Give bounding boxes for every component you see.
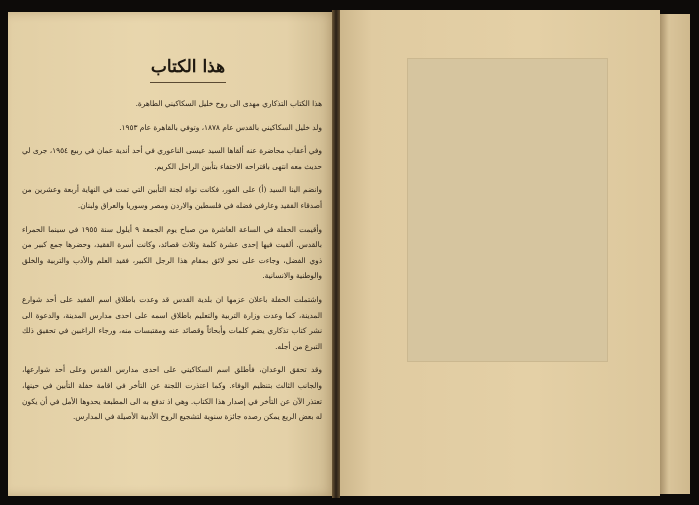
paragraph: وأقيمت الحفلة في الساعة العاشرة من صباح يوم الجمعة ٩ أيلول سنة ١٩٥٥ في سينما الحمراء بالقدس. ألقيت فيها إحدى عشرة كلمة وثلاث قصائد، وكانت أسرة الفقيد، وحضرها جمع كبير من ذوي الفضل، وجاءت على نحو لائق بمقام هذا الرجل الكبير، فقيد العلم والأدب والتربية والخلق والوطنية والانسانية. bbox=[22, 224, 322, 281]
title-underline bbox=[150, 82, 226, 83]
paragraph: ولد خليل السكاكيني بالقدس عام ١٨٧٨، وتوفي بالقاهرة عام ١٩٥٣. bbox=[119, 122, 322, 132]
paragraph: واشتملت الحفلة باعلان عزمها ان بلدية القدس قد وعدت باطلاق اسم الفقيد على أحد شوارع المدينة، كما وعدت وزارة التربية والتعليم باطلاق اسمه على احدى مدارس المدينة، والدعوة الى نشر كتاب تذكاري يضم كلمات وأبحاثاً وقصائد عنه ومقتبسات منه، ورجاء الراغبين في تحقيق ذلك التبرع من أجله. bbox=[22, 294, 322, 351]
book-gutter bbox=[332, 10, 340, 498]
paragraph: وفي أعقاب محاضرة عنه ألقاها السيد عيسى الناعوري في أحد أندية عمان في ربيع ١٩٥٤، جرى لي حديث معه انتهى باقتراحه الاحتفاء بتأبين الراحل الكريم. bbox=[22, 146, 322, 171]
paragraph: وقد تحقق الوعدان، فأطلق اسم السكاكيني على احدى مدارس القدس وعلى أحد شوارعها، والجانب الثالث بتنظيم الوفاء. وكما اعتذرت اللجنة عن التأخر في اقامة حفلة التأبين في حينها، تعتذر الآن عن التأخر في إصدار هذا الكتاب. وهي اذ تدفع به الى المطبعة يحدوها الأمل في أن يكون له بعض الريع يمكن رصده جائزة سنوية لتشجيع الروح الأدبية الأصيلة في المدارس. bbox=[22, 365, 322, 422]
page-edges bbox=[660, 14, 690, 494]
body-text bbox=[22, 96, 322, 433]
page-title: هذا الكتاب bbox=[150, 57, 226, 77]
paragraph: وانضم الينا السيد (أ) على الفور، فكانت نواة لجنة التأبين التي تمت في النهاية أربعة وعشرين من أصدقاء الفقيد وعارفي فضله في فلسطين والاردن ومصر وسوريا والعراق ولبنان. bbox=[22, 185, 322, 210]
paragraph: هذا الكتاب التذكاري مهدى الى روح خليل السكاكيني الطاهرة. bbox=[135, 99, 322, 108]
blank-plate bbox=[407, 58, 608, 362]
